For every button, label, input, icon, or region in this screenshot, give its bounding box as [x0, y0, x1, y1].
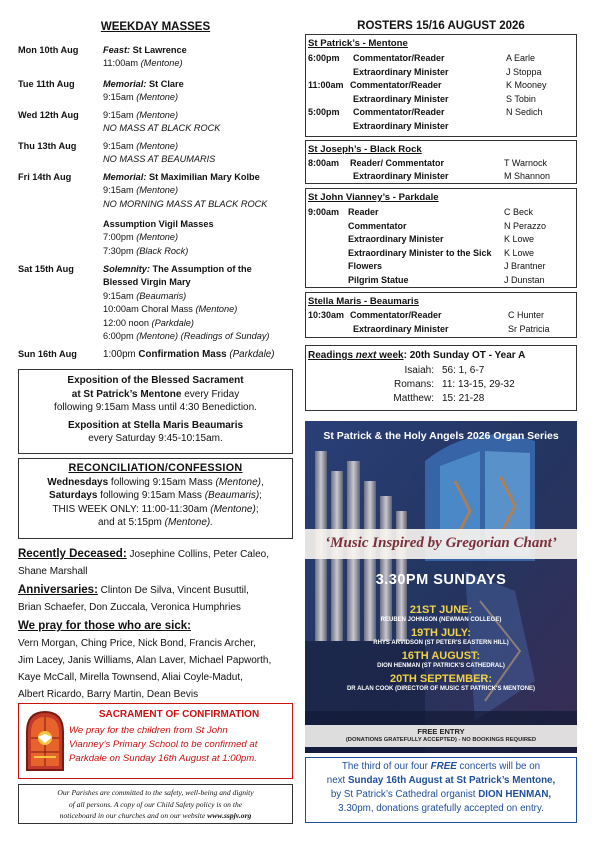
- day-label: Thu 13th Aug: [18, 141, 77, 151]
- weekday-masses-heading: WEEKDAY MASSES: [100, 21, 211, 33]
- roster-parkdale: St John Vianney’s - Parkdale 9:00am Reader C Beck Commentator N Perazzo Extraordinary Minister K Lowe Extraordinary Minister to the Sick K Lowe Flowers J Brantner Pilgrim Statue J Dunstan: [305, 188, 577, 288]
- day-detail: Memorial: St Maximilian Mary Kolbe 9:15am (Mentone) NO MORNING MASS AT BLACK ROCK: [103, 172, 268, 209]
- sunday-detail: 1:00pm Confirmation Mass (Parkdale): [103, 349, 275, 360]
- day-detail: Feast: St Lawrence 11:00am (Mentone): [103, 45, 187, 69]
- child-safety-note: Our Parishes are committed to the safety, well-being and dignity of all persons. A copy of our Child Safety policy is on the noticeboard in our churches and on our website www.sspjv.org: [18, 784, 293, 824]
- poster-entry-strip: FREE ENTRY (DONATIONS GRATEFULLY ACCEPTED) - NO BOOKINGS REQUIRED: [305, 725, 577, 747]
- concert-note: The third of our four FREE concerts will be on next Sunday 16th August at St Patrick’s Mentone, by St Patrick’s Cathedral organist DION HENMAN, 3.30pm, donations gratefully accepted on entry.: [305, 757, 577, 823]
- deceased-label: Recently Deceased:: [18, 548, 127, 560]
- roster-mentone: St Patrick’s - Mentone 6:00pm Commentator/Reader A Earle Extraordinary Minister J Stoppa 11:00am Commentator/Reader K Mooney Extraordinary Minister S Tobin 5:00pm Commentator/Reader N Sedich Extraordinary Minister: [305, 34, 577, 137]
- day-label: Mon 10th Aug: [18, 45, 79, 55]
- roster-title: Stella Maris - Beaumaris: [308, 296, 419, 307]
- day-detail: Memorial: St Clare 9:15am (Mentone): [103, 79, 184, 103]
- roster-black-rock: St Joseph’s - Black Rock 8:00am Reader/ Commentator T Warnock Extraordinary Minister M Shannon: [305, 140, 577, 184]
- anniversaries-label: Anniversaries:: [18, 584, 98, 596]
- confirmation-text: We pray for the children from St John Vianney’s Primary School to be confirmed at Parkdale on Sunday 16th August at 1:00pm.: [69, 725, 258, 764]
- rosters-heading: ROSTERS 15/16 AUGUST 2026: [357, 20, 525, 32]
- website-link[interactable]: www.sspjv.org: [205, 811, 252, 820]
- day-label: Tue 11th Aug: [18, 79, 75, 89]
- day-label: Sat 15th Aug: [18, 264, 74, 274]
- poster-title: St Patrick & the Holy Angels 2026 Organ Series: [323, 430, 559, 442]
- sick-label: We pray for those who are sick:: [18, 620, 191, 632]
- reconciliation-box: RECONCILIATION/CONFESSION Wednesdays following 9:15am Mass (Mentone), Saturdays following 9:15am Mass (Beaumaris); THIS WEEK ONLY: 11:00-11:30am (Mentone); and at 5:15pm (Mentone).: [18, 458, 293, 539]
- readings-heading: Readings next week: 20th Sunday OT - Year A: [308, 350, 526, 361]
- readings-box: Readings next week: 20th Sunday OT - Year A Isaiah: 56: 1, 6-7 Romans: 11: 13-15, 29-32 Matthew: 15: 21-28: [305, 345, 577, 411]
- roster-title: St John Vianney’s - Parkdale: [308, 192, 439, 203]
- confirmation-title: SACRAMENT OF CONFIRMATION: [98, 709, 260, 720]
- prayer-lists: Recently Deceased: Josephine Collins, Peter Caleo, Shane Marshall Anniversaries: Clinton De Silva, Vincent Busuttil, Brian Schaefer, Don Zuccala, Veronica Humphries We pray for those who are sick: Vern Morgan, Ching Price, Nick Bond, Francis Archer, Jim Lacey, Janis Williams, Alan Laver, Michael Papworth, Kaye McCall, Mirella Townsend, Aliai Coyle-Madut, Albert Ricardo, Barry Martin, Dean Bevis: [18, 548, 272, 700]
- day-label: Sun 16th Aug: [18, 349, 77, 359]
- day-detail: Solemnity: The Assumption of the Blessed Virgin Mary 9:15am (Beaumaris) 10:00am Choral Mass (Mentone) 12:00 noon (Parkdale) 6:00pm (Mentone) (Readings of Sunday): [103, 264, 270, 342]
- poster-banner: ‘Music Inspired by Gregorian Chant’: [305, 529, 577, 559]
- organ-series-poster: [305, 421, 577, 753]
- day-detail: 9:15am (Mentone) NO MASS AT BEAUMARIS: [103, 141, 216, 165]
- exposition-box: Exposition of the Blessed Sacrament at St Patrick’s Mentone every Friday following 9:15am Mass until 4:30 Benediction. Exposition at Stella Maris Beaumaris every Saturday 9:45-10:15am.: [18, 369, 293, 454]
- confirmation-box: [18, 703, 293, 779]
- poster-time: 3.30PM SUNDAYS: [375, 572, 507, 588]
- roster-title: St Joseph’s - Black Rock: [308, 144, 422, 155]
- concert-list: 21ST JUNE: REUBEN JOHNSON (NEWMAN COLLEGE) 19TH JULY: RHYS ARVIDSON (ST PETER'S EASTERN HILL) 16TH AUGUST: DION HENMAN (ST PATRICK'S CATHEDRAL) 20TH SEPTEMBER: DR ALAN COOK (DIRECTOR OF MUSIC ST PATRICK'S MENTONE): [346, 604, 536, 692]
- day-label: Fri 14th Aug: [18, 172, 72, 182]
- day-label: Wed 12th Aug: [18, 110, 79, 120]
- day-detail: 9:15am (Mentone) NO MASS AT BLACK ROCK: [103, 110, 221, 134]
- vigil-block: Assumption Vigil Masses 7:00pm (Mentone) 7:30pm (Black Rock): [103, 219, 214, 256]
- stained-glass-dove-icon: [25, 710, 65, 772]
- roster-beaumaris: Stella Maris - Beaumaris 10:30am Commentator/Reader C Hunter Extraordinary Minister Sr Patricia: [305, 292, 577, 338]
- roster-title: St Patrick’s - Mentone: [308, 38, 408, 49]
